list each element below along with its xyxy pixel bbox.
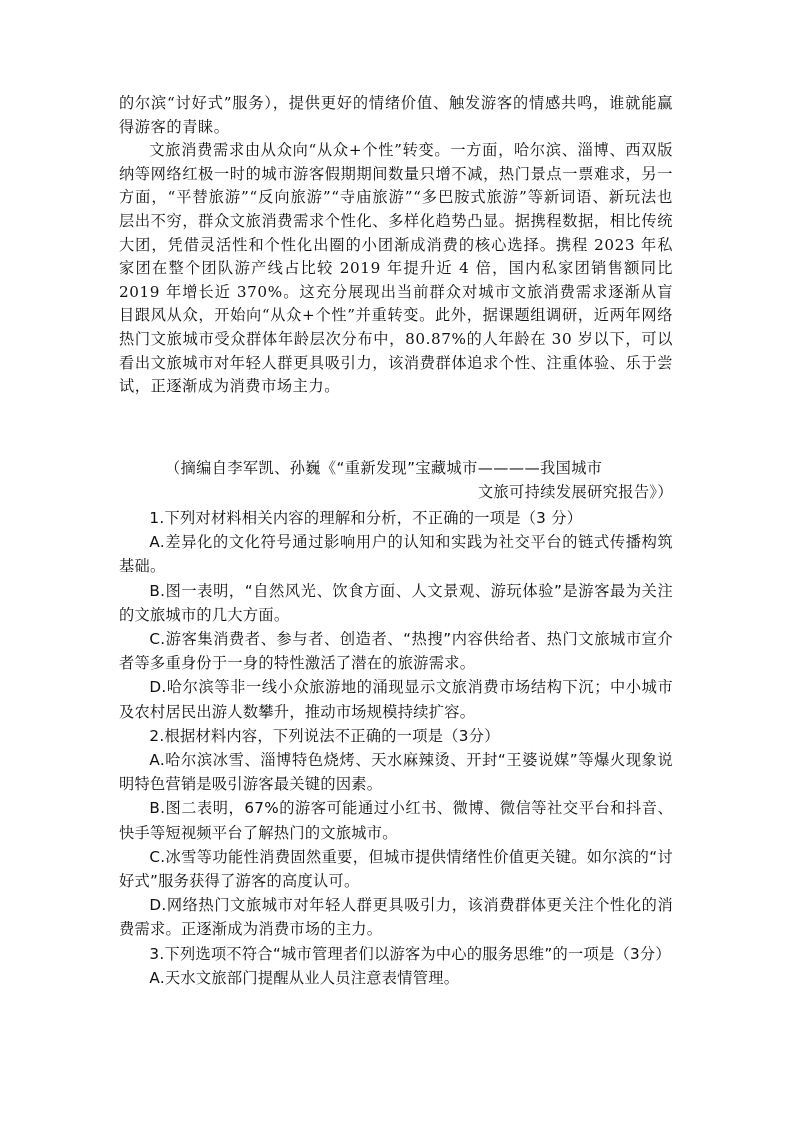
source-line-1: （摘编自李军凯、孙巍《“重新发现”宝藏城市————我国城市 <box>165 459 603 477</box>
question-1-option-b: B.图一表明，“自然风光、饮食方面、人文景观、游玩体验”是游客最为关注的文旅城市的几大方面。 <box>119 581 673 624</box>
source-citation <box>119 456 673 505</box>
question-1-option-a: A.差异化的文化符号通过影响用户的认知和实践为社交平台的链式传播构筑基础。 <box>119 533 673 576</box>
passage <box>119 92 673 399</box>
question-2-option-a: A.哈尔滨冰雪、淄博特色烧烤、天水麻辣烫、开封“王婆说媒”等爆火现象说明特色营销是吸引游客最关键的因素。 <box>119 751 673 794</box>
questions <box>119 506 673 990</box>
question-1-option-c: C.游客集消费者、参与者、创造者、“热搜”内容供给者、热门文旅城市宣介者等多重身份于一身的特性激活了潜在的旅游需求。 <box>119 630 673 673</box>
passage-paragraph-1: 的尔滨“讨好式”服务），提供更好的情绪价值、触发游客的情感共鸣，谁就能赢得游客的青睐。 <box>119 94 673 136</box>
question-1-stem: 1.下列对材料相关内容的理解和分析，不正确的一项是（3 分） <box>149 509 583 527</box>
question-2-option-c: C.冰雪等功能性消费固然重要，但城市提供情绪性价值更关键。如尔滨的“讨好式”服务获得了游客的高度认可。 <box>119 847 673 891</box>
question-2-option-d: D.网络热门文旅城市对年轻人群更具吸引力，该消费群体更关注个性化的消费需求。正逐渐成为消费市场的主力。 <box>119 896 673 939</box>
question-2-option-b: B.图二表明，67%的游客可能通过小红书、微博、微信等社交平台和抖音、快手等短视频平台了解热门的文旅城市。 <box>119 799 673 842</box>
source-line-2: 文旅可持续发展研究报告》） <box>477 483 673 502</box>
question-3-option-a: A.天水文旅部门提醒从业人员注意表情管理。 <box>149 968 460 987</box>
question-2-stem: 2.根据材料内容，下列说法不正确的一项是（3分） <box>149 726 500 745</box>
passage-paragraph-2: 文旅消费需求由从众向“从众+个性”转变。一方面，哈尔滨、淄博、西双版纳等网络红极一时的城市游客假期期间数量只增不减，热门景点一票难求，另一方面，“平替旅游”“反向旅游”“寺庙旅游”“多巴胺式旅游”等新词语、新玩法也层出不穷，群众文旅消费需求个性化、多样化趋势凸显。据携程数据，相比传统大团，凭借灵活性和个性化出圈的小团渐成消费的核心选择。携程 2023 年私家团在整个团队游产线占比较 2019 年提升近 4 倍，国内私家团销售额同比 2019 年增长近 370%。这充分展现出当前群众对城市文旅消费需求逐渐从盲目跟风从众，开始向“从众+个性”并重转变。此外，据课题组调研，近两年网络热门文旅城市受众群体年龄层次分布中，80.87%的人年龄在 30 岁以下，可以看出文旅城市对年轻人群更具吸引力，该消费群体追求个性、注重体验、乐于尝试，正逐渐成为消费市场主力。 <box>119 141 673 396</box>
question-3-stem: 3.下列选项不符合“城市管理者们以游客为中心的服务思维”的一项是（3分） <box>149 944 671 963</box>
question-1-option-d: D.哈尔滨等非一线小众旅游地的涌现显示文旅消费市场结构下沉；中小城市及农村居民出游人数攀升，推动市场规模持续扩容。 <box>119 678 673 721</box>
